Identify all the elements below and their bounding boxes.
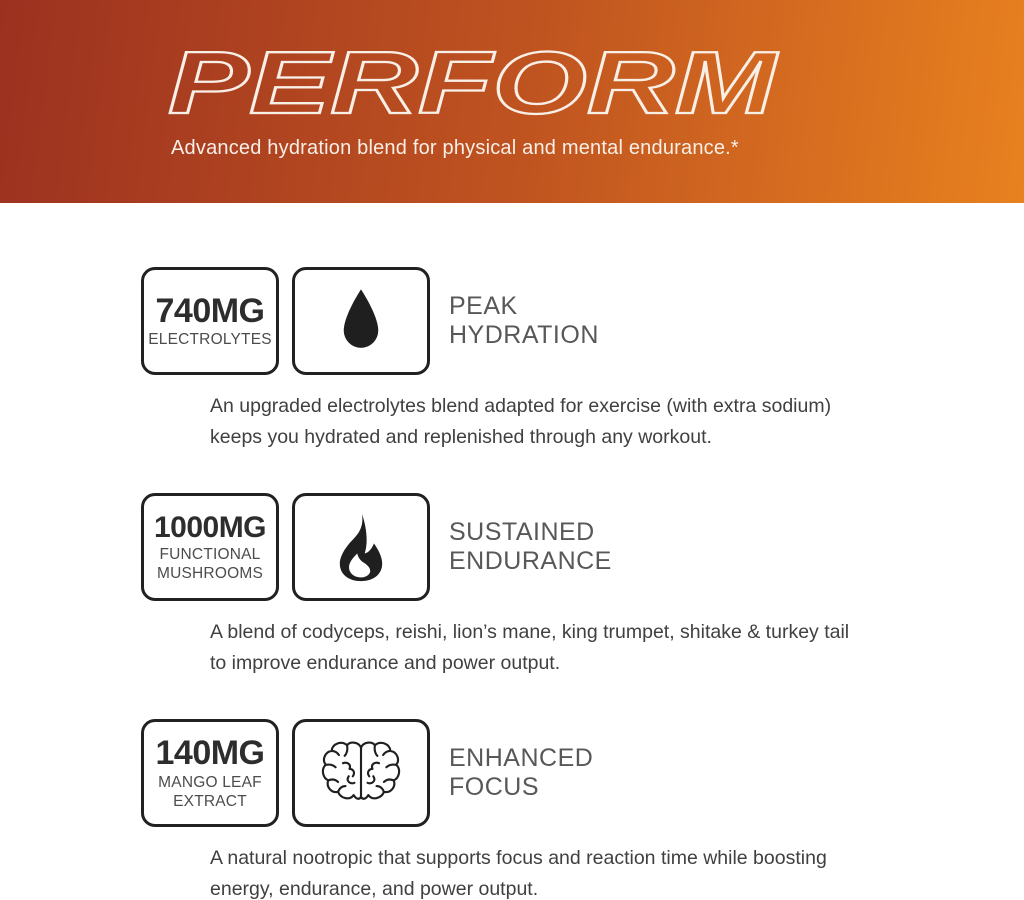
benefit-line: ENDURANCE <box>449 547 612 575</box>
benefit-label-endurance <box>449 493 612 601</box>
ingredient-text: EXTRACT <box>173 792 247 810</box>
ingredient-text: MUSHROOMS <box>157 564 263 582</box>
feature-list <box>0 203 1024 900</box>
benefit-line: PEAK <box>449 292 518 320</box>
feature-section-focus <box>141 719 1024 900</box>
brain-icon <box>320 737 402 809</box>
icon-badge-focus <box>292 719 430 827</box>
feature-description: An upgraded electrolytes blend adapted for exercise (with extra sodium) keeps you hydrated and replenished through any workout. <box>210 395 832 448</box>
feature-row <box>141 267 1024 375</box>
feature-row <box>141 493 1024 601</box>
feature-row <box>141 719 1024 827</box>
ingredient-text: FUNCTIONAL <box>159 545 261 563</box>
amount-badge-mushrooms <box>141 493 279 601</box>
benefit-line: HYDRATION <box>449 321 599 349</box>
benefit-line: ENHANCED <box>449 744 594 772</box>
benefit-line: SUSTAINED <box>449 518 595 546</box>
icon-badge-hydration <box>292 267 430 375</box>
hero-banner <box>0 0 1024 203</box>
amount-text: 1000MG <box>153 511 267 545</box>
benefit-label-focus <box>449 719 593 827</box>
ingredient-text: MANGO LEAF <box>158 773 262 791</box>
feature-section-endurance <box>141 493 1024 679</box>
benefit-label-hydration <box>449 267 599 375</box>
feature-description: A natural nootropic that supports focus and reaction time while boosting energy, endurance, and power output. <box>210 847 827 900</box>
amount-text: 740MG <box>155 291 265 330</box>
benefit-line: FOCUS <box>449 773 539 801</box>
feature-description: A blend of codyceps, reishi, lion’s mane, king trumpet, shitake & turkey tail to improve endurance and power output. <box>210 621 850 674</box>
page-title-text: PERFORM <box>168 33 779 132</box>
ingredient-text: ELECTROLYTES <box>148 331 272 349</box>
amount-badge-electrolytes <box>141 267 279 375</box>
icon-badge-endurance <box>292 493 430 601</box>
flame-icon <box>331 512 391 582</box>
amount-text: 140MG <box>155 734 265 773</box>
water-drop-icon <box>338 286 384 356</box>
amount-badge-mango-leaf <box>141 719 279 827</box>
page-title <box>165 33 787 136</box>
hero-subtitle: Advanced hydration blend for physical and mental endurance.* <box>171 137 739 159</box>
feature-section-hydration <box>141 267 1024 453</box>
